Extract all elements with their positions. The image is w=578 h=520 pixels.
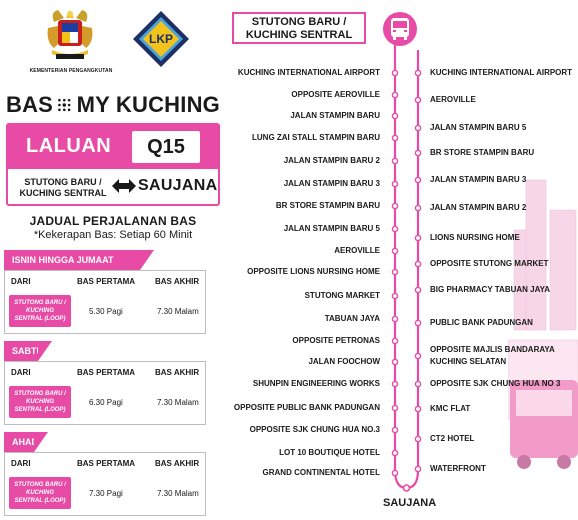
stop-dot-right — [415, 235, 420, 240]
brand-part1: BAS — [6, 92, 54, 117]
stop-right: LIONS NURSING HOME — [430, 233, 520, 242]
header-first-bus: BAS PERTAMA — [77, 277, 136, 286]
direction-box: STUTONG BARU / KUCHING SENTRAL — [232, 12, 366, 44]
last-bus-time: 7.30 Malam — [157, 489, 199, 498]
kementerian-text: KEMENTERIAN PENGANGKUTAN — [29, 68, 113, 74]
stop-right: KMC FLAT — [430, 404, 471, 413]
stop-left: OPPOSITE PETRONAS — [292, 336, 380, 345]
route-from: STUTONG BARU / KUCHING SENTRAL — [19, 177, 107, 198]
stop-dot-right — [415, 353, 420, 358]
stop-dot-left — [392, 316, 397, 321]
stop-dot-left — [392, 92, 397, 97]
header-last-bus: BAS AKHIR — [155, 459, 200, 468]
stop-left: JALAN FOOCHOW — [308, 357, 380, 366]
stop-dot-right — [415, 150, 420, 155]
stop-left: STUTONG MARKET — [304, 291, 380, 300]
header-first-bus: BAS PERTAMA — [77, 368, 136, 377]
stop-left: JALAN STAMPIN BARU — [290, 111, 380, 120]
stop-left: TABUAN JAYA — [324, 314, 380, 323]
stop-dot-left — [392, 248, 397, 253]
first-bus-time: 7.30 Pagi — [89, 489, 123, 498]
schedule-tag: SABTU — [4, 341, 38, 361]
stop-left: BR STORE STAMPIN BARU — [275, 201, 380, 210]
stop-dot-right — [415, 320, 420, 325]
end-stop-dot — [404, 485, 410, 491]
stop-left: LOT 10 BOUTIQUE HOTEL — [279, 448, 380, 457]
header-dari: DARI — [11, 368, 31, 377]
stop-left: OPPOSITE SJK CHUNG HUA NO.3 — [249, 425, 380, 434]
stop-dot-left — [392, 450, 397, 455]
stop-dot-right — [415, 97, 420, 102]
stop-right: AEROVILLE — [430, 95, 476, 104]
route-label: LALUAN — [26, 135, 112, 157]
last-bus-time: 7.30 Malam — [157, 398, 199, 407]
stop-left: GRAND CONTINENTAL HOTEL — [262, 468, 380, 477]
stop-left: AEROVILLE — [334, 246, 380, 255]
stop-left: KUCHING INTERNATIONAL AIRPORT — [237, 68, 380, 77]
stop-right: JALAN STAMPIN BARU 2 — [430, 203, 527, 212]
first-bus-time: 5.30 Pagi — [89, 307, 123, 316]
origin-badge: STUTONG BARU / KUCHING SENTRAL (LOOP) — [9, 295, 71, 327]
stop-left: LUNG ZAI STALL STAMPIN BARU — [252, 133, 380, 142]
schedule-title: JADUAL PERJALANAN BAS — [29, 214, 197, 228]
stop-right: JALAN STAMPIN BARU 3 — [430, 175, 527, 184]
stop-dot-left — [392, 338, 397, 343]
stop-right: OPPOSITE SJK CHUNG HUA NO 3 — [430, 379, 561, 388]
stop-right: BR STORE STAMPIN BARU — [430, 148, 535, 157]
route-code: Q15 — [132, 131, 200, 163]
stop-dot-left — [392, 405, 397, 410]
stop-right: JALAN STAMPIN BARU 5 — [430, 123, 527, 132]
stop-dot-left — [392, 226, 397, 231]
stop-left: JALAN STAMPIN BARU 3 — [283, 179, 380, 188]
stop-right: BIG PHARMACY TABUAN JAYA — [430, 285, 551, 294]
stop-right: CT2 HOTEL — [430, 434, 475, 443]
stop-dot-right — [415, 205, 420, 210]
origin-badge: STUTONG BARU / KUCHING SENTRAL (LOOP) — [9, 477, 71, 509]
first-bus-time: 6.30 Pagi — [89, 398, 123, 407]
stop-dot-right — [415, 177, 420, 182]
stop-left: OPPOSITE LIONS NURSING HOME — [247, 267, 380, 276]
stop-dot-right — [415, 125, 420, 130]
schedule-frequency: *Kekerapan Bas: Setiap 60 Minit — [33, 229, 193, 241]
route-to: SAUJANA — [138, 177, 218, 194]
svg-text:LKP: LKP — [149, 32, 173, 46]
stop-dot-left — [392, 113, 397, 118]
stop-left: OPPOSITE PUBLIC BANK PADUNGAN — [233, 403, 380, 412]
stop-right: KUCHING INTERNATIONAL AIRPORT — [430, 68, 573, 77]
stop-dot-left — [392, 381, 397, 386]
stop-left: JALAN STAMPIN BARU 5 — [283, 224, 380, 233]
route-line — [395, 44, 418, 488]
stop-right: WATERFRONT — [430, 464, 486, 473]
stop-right: PUBLIC BANK PADUNGAN — [430, 318, 533, 327]
stop-dot-left — [392, 135, 397, 140]
stop-right: OPPOSITE MAJLIS BANDARAYA — [430, 345, 555, 354]
header-dari: DARI — [11, 277, 31, 286]
stop-dot-right — [415, 261, 420, 266]
header-first-bus: BAS PERTAMA — [77, 459, 136, 468]
stop-dot-left — [392, 269, 397, 274]
stop-dot-left — [392, 470, 397, 475]
stop-dot-right — [415, 287, 420, 292]
stop-dot-left — [392, 158, 397, 163]
header-last-bus: BAS AKHIR — [155, 368, 200, 377]
stop-dot-right — [415, 466, 420, 471]
stop-dot-right — [415, 406, 420, 411]
schedule-tag: ISNIN HINGGA JUMAAT — [4, 250, 140, 270]
stop-dot-left — [392, 70, 397, 75]
header-last-bus: BAS AKHIR — [155, 277, 200, 286]
origin-badge: STUTONG BARU / KUCHING SENTRAL (LOOP) — [9, 386, 71, 418]
stop-dot-left — [392, 181, 397, 186]
stop-left: JALAN STAMPIN BARU 2 — [283, 156, 380, 165]
schedule-tag: AHAD — [4, 432, 34, 452]
stop-right: KUCHING SELATAN — [430, 357, 507, 366]
stop-dot-right — [415, 70, 420, 75]
brand-part2: MY KUCHING — [76, 92, 220, 117]
header-dari: DARI — [11, 459, 31, 468]
stop-dot-right — [415, 436, 420, 441]
end-stop-label: SAUJANA — [383, 497, 437, 509]
stop-left: SHUNPIN ENGINEERING WORKS — [252, 379, 380, 388]
stop-dot-left — [392, 427, 397, 432]
stop-dot-left — [392, 293, 397, 298]
last-bus-time: 7.30 Malam — [157, 307, 199, 316]
stop-right: OPPOSITE STUTONG MARKET — [430, 259, 549, 268]
stop-dot-left — [392, 203, 397, 208]
stop-dot-left — [392, 359, 397, 364]
stop-dot-right — [415, 381, 420, 386]
stop-left: OPPOSITE AEROVILLE — [291, 90, 380, 99]
